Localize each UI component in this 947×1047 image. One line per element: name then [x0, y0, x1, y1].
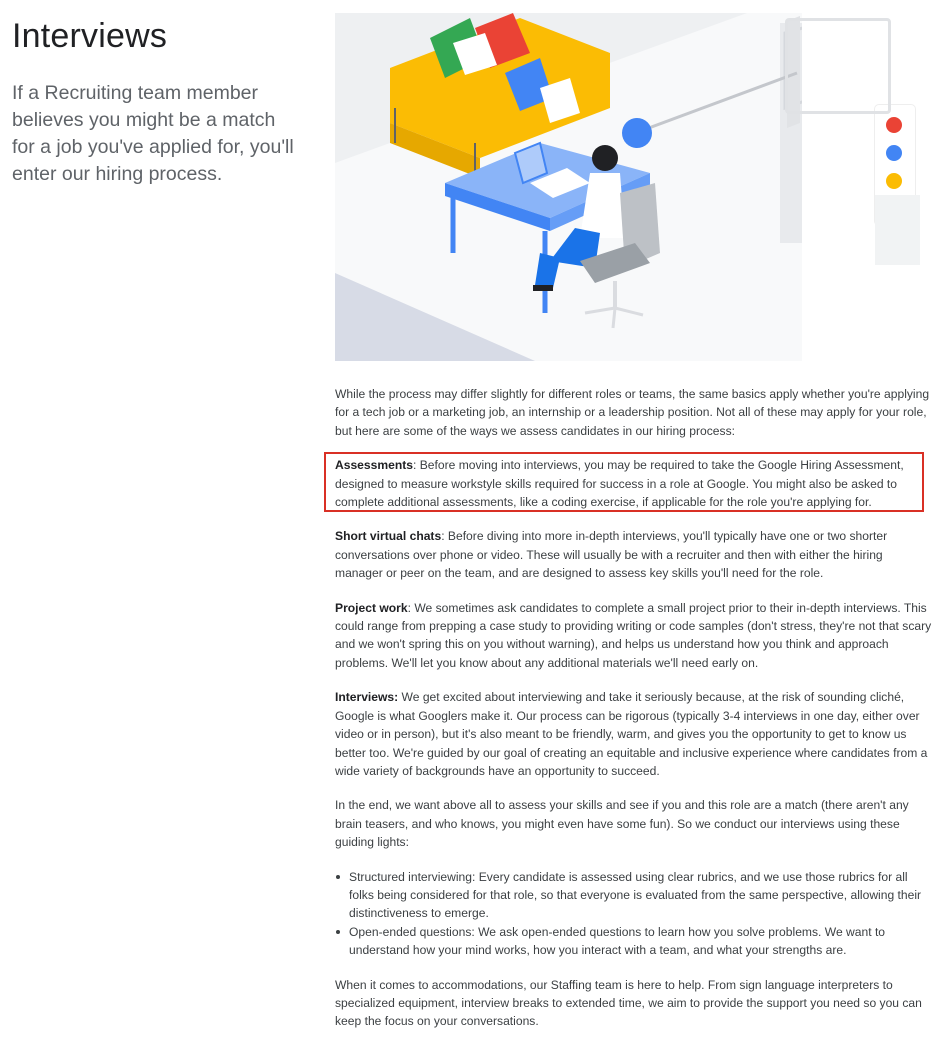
section-text: : Before moving into interviews, you may be required to take the Google Hiring Assessment, designed to measure workstyle skills required for success in a role at Google. You might also be asked to complete additional assessments, like a coding exercise, if applicable for the role you're applying for. — [335, 458, 904, 510]
closing-paragraph: When it comes to accommodations, our Staffing team is here to help. From sign language interpreters to specialized equipment, interview breaks to extended time, we aim to provide the support you need so you can keep the focus on your conversations. — [335, 977, 922, 1029]
wall-panel — [875, 195, 920, 265]
video-window-icon — [785, 18, 891, 114]
section-short-virtual-chats — [335, 527, 933, 582]
bullet-icon — [336, 875, 340, 879]
article-content — [335, 385, 933, 1047]
section-text: : Before diving into more in-depth interviews, you'll typically have one or two shorter conversations over phone or video. These will usually be with a recruiter and then with either the hiring manager or peer on the team, and are designed to assess key skills you'll need for the role. — [335, 529, 888, 581]
guiding-intro: In the end, we want above all to assess your skills and see if you and this role are a match (there aren't any brain teasers, and who knows, you might even have some fun). So we conduct our interviews using these guiding lights: — [335, 798, 909, 850]
intro-paragraph: While the process may differ slightly for different roles or teams, the same basics apply whether you're applying for a tech job or a marketing job, an internship or a leadership position. Not all of these may apply for your role, but here are some of the ways we assess candidates in our hiring process: — [335, 387, 930, 438]
section-heading: Project work — [335, 600, 408, 615]
page-title: Interviews — [12, 17, 168, 55]
section-text: : We sometimes ask candidates to complete a small project prior to their in-depth interviews. This could range from prepping a case study to providing writing or code samples (don't stress, they're not that scary and we won't spring this on you without warning), and helps us understand how you think and approach problems. We'll let you know about any additional materials we'll need early on. — [335, 600, 932, 670]
yellow-dot-icon — [886, 173, 902, 189]
section-heading: Short virtual chats — [335, 529, 442, 544]
illustration-person-at-desk-icon — [335, 13, 802, 361]
left-column — [12, 14, 302, 188]
list-item — [349, 868, 933, 923]
list-item-text: Open-ended questions: We ask open-ended questions to learn how you solve problems. We want to understand how your mind works, how you interact with a team, and what your strengths are. — [349, 924, 886, 958]
section-heading: Assessments — [335, 458, 413, 473]
page-intro: If a Recruiting team member believes you might be a match for a job you've applied for, you'll enter our hiring process. — [12, 82, 294, 185]
list-item-text: Structured interviewing: Every candidate is assessed using clear rubrics, and we use those rubrics for all folks being considered for that role, so that everyone is evaluated from the same perspective, allowing their distinctiveness to emerge. — [349, 869, 922, 921]
hero-illustration — [335, 13, 802, 361]
bullet-icon — [336, 930, 340, 934]
section-interviews — [335, 688, 933, 780]
list-item — [349, 923, 933, 960]
guiding-lights-list — [335, 868, 933, 960]
section-heading: Interviews: — [335, 690, 399, 705]
red-dot-icon — [886, 117, 902, 133]
section-assessments — [335, 456, 933, 511]
section-text: We get excited about interviewing and take it seriously because, at the risk of sounding cliché, Google is what Googlers make it. Our process can be rigorous (typically 3-4 interviews in one day, either over video or in person), but it's also meant to be friendly, warm, and gives you the opportunity to get to know us better too. We're guided by our goal of creating an equitable and inclusive experience where candidates from a wide variety of backgrounds have an opportunity to succeed. — [335, 690, 928, 778]
section-project-work — [335, 599, 933, 673]
blue-dot-icon — [886, 145, 902, 161]
